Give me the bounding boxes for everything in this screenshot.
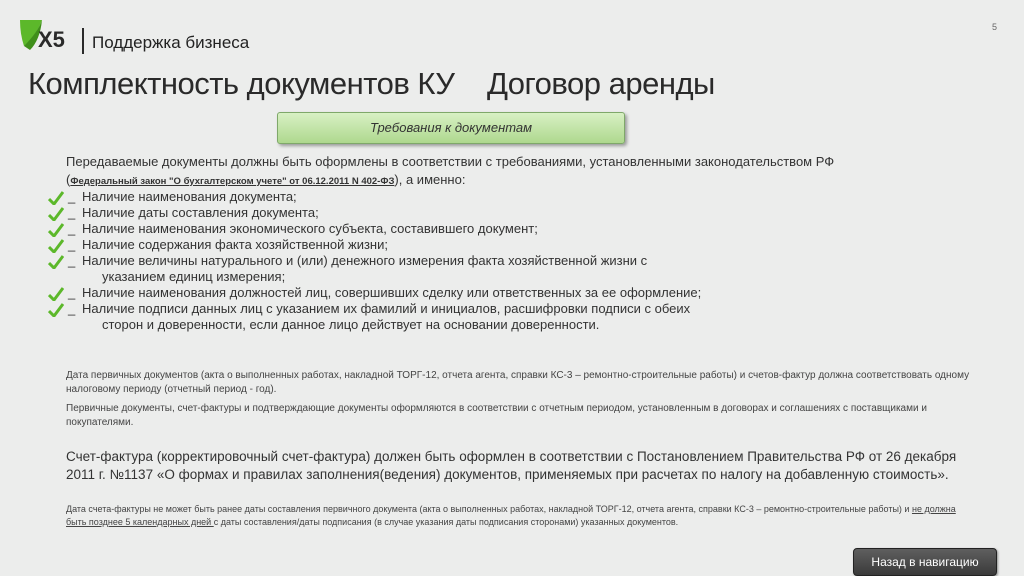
- check-icon: [48, 207, 64, 221]
- list-item: _ Наличие даты составления документа;: [48, 205, 968, 221]
- note-periods: Первичные документы, счет-фактуры и подтверждающие документы оформляются в соответствии с отчетным периодом, установленным в договорах и соглашениях с поставщиками и покупателями.: [66, 403, 927, 428]
- list-item-text: Наличие наименования экономического субъекта, составившего документ;: [82, 221, 538, 236]
- back-to-navigation-button[interactable]: Назад в навигацию: [853, 548, 997, 576]
- list-item: _ Наличие наименования экономического субъекта, составившего документ;: [48, 221, 968, 237]
- list-item-continuation: указанием единиц измерения;: [102, 269, 286, 284]
- law-reference: Федеральный закон "О бухгалтерском учете" от 06.12.2011 N 402-ФЗ: [70, 176, 395, 187]
- list-item-text: Наличие наименования должностей лиц, совершивших сделку или ответственных за ее оформление;: [82, 285, 702, 300]
- check-icon: [48, 255, 64, 269]
- list-item-text: Наличие содержания факта хозяйственной жизни;: [82, 237, 388, 252]
- logo-divider: [82, 28, 84, 54]
- list-item: _ Наличие наименования должностей лиц, совершивших сделку или ответственных за ее оформление;: [48, 285, 968, 301]
- check-icon: [48, 239, 64, 253]
- page-title: Комплектность документов КУ Договор аренды: [28, 66, 715, 101]
- requirements-button[interactable]: Требования к документам: [277, 112, 625, 144]
- invoice-rule: Счет-фактура (корректировочный счет-фактура) должен быть оформлен в соответствии с Постановлением Правительства РФ от 26 декабря 2011 г. №1137 «О формах и правилах заполнения(ведения) документов, применяемых при расчетах по налогу на добавленную стоимость».: [66, 449, 957, 482]
- note2-part2: с даты составления/даты подписания (в случае указания даты подписания сторонами) указанных документов.: [213, 517, 679, 527]
- check-icon: [48, 303, 64, 317]
- note-invoice-date: [66, 503, 976, 529]
- intro-text: [66, 153, 986, 191]
- list-item-text: Наличие даты составления документа;: [82, 205, 319, 220]
- requirements-list: [48, 189, 968, 333]
- list-item-continuation: сторон и доверенности, если данное лицо действует на основании доверенности.: [102, 317, 600, 332]
- note-dates: Дата первичных документов (акта о выполненных работах, накладной ТОРГ-12, отчета агента, справки КС-3 – ремонтно-строительные работы) и счетов-фактур должна соответствовать одному налоговому периоду (отчетный период - год).: [66, 370, 970, 395]
- list-item: _ Наличие наименования документа;: [48, 189, 968, 205]
- note2-part1: Дата счета-фактуры не может быть ранее даты составления первичного документа (акта о выполненных работах, накладной ТОРГ-12, отчета агента, справки КС-3 – ремонтно-строительные работы) и: [66, 504, 912, 514]
- note2-underlined: не должна быть позднее 5 календарных дней: [66, 504, 956, 527]
- check-icon: [48, 191, 64, 205]
- logo-text: X5: [38, 27, 65, 52]
- list-item: _ Наличие содержания факта хозяйственной жизни;: [48, 237, 968, 253]
- intro-paren: (: [66, 172, 71, 187]
- page-number: 5: [992, 22, 998, 32]
- check-icon: [48, 287, 64, 301]
- list-item-text: Наличие наименования документа;: [82, 189, 297, 204]
- brand-name: Поддержка бизнеса: [92, 33, 250, 52]
- list-item-text: Наличие подписи данных лиц с указанием их фамилий и инициалов, расшифровки подписи с обеих: [82, 301, 691, 316]
- intro-line1: Передаваемые документы должны быть оформлены в соответствии с требованиями, установленными законодательством РФ: [66, 154, 835, 169]
- list-item-text: Наличие величины натурального и (или) денежного измерения факта хозяйственной жизни с: [82, 253, 648, 268]
- list-item: _ Наличие величины натурального и (или) денежного измерения факта хозяйственной жизни с указанием единиц измерения;: [48, 253, 968, 285]
- intro-line2-end: ), а именно:: [394, 172, 466, 187]
- list-item: _ Наличие подписи данных лиц с указанием их фамилий и инициалов, расшифровки подписи с обеих сторон и доверенности, если данное лицо действует на основании доверенности.: [48, 301, 968, 333]
- check-icon: [48, 223, 64, 237]
